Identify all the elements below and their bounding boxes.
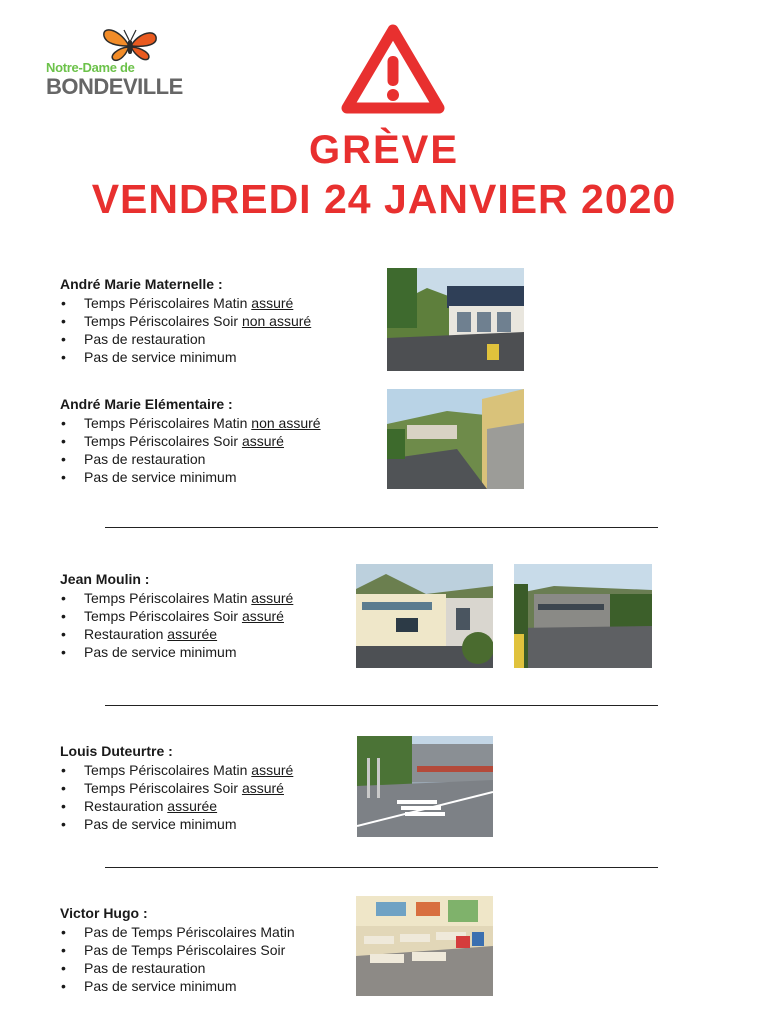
- list-item: • Pas de Temps Périscolaires Matin: [60, 923, 295, 941]
- list-item: • Temps Périscolaires Soir assuré: [60, 779, 293, 797]
- list-item: • Restauration assurée: [60, 625, 293, 643]
- divider: [105, 867, 658, 868]
- school-name: André Marie Maternelle :: [60, 276, 223, 292]
- divider: [105, 527, 658, 528]
- list-item: • Pas de service minimum: [60, 815, 293, 833]
- warning-icon: [341, 24, 445, 116]
- school-jean-moulin: [60, 570, 293, 661]
- list-item: • Pas de service minimum: [60, 348, 311, 366]
- list-item: • Pas de restauration: [60, 959, 295, 977]
- strike-title: GRÈVE: [308, 128, 460, 172]
- school-name: André Marie Elémentaire :: [60, 396, 233, 412]
- school-photo: [356, 564, 493, 668]
- school-name: Louis Duteurtre :: [60, 743, 173, 759]
- school-photo: [387, 389, 524, 489]
- list-item: • Temps Périscolaires Soir assuré: [60, 432, 321, 450]
- list-item: • Temps Périscolaires Matin non assuré: [60, 414, 321, 432]
- list-item: • Restauration assurée: [60, 797, 293, 815]
- school-photo: [514, 564, 652, 668]
- logo-line1: Notre-Dame de: [46, 60, 135, 75]
- logo: [44, 26, 183, 102]
- list-item: • Temps Périscolaires Soir non assuré: [60, 312, 311, 330]
- school-photo: [357, 736, 493, 837]
- list-item: • Pas de service minimum: [60, 643, 293, 661]
- butterfly-icon: [98, 26, 162, 62]
- school-andre-marie-elementaire: [60, 395, 321, 486]
- list-item: • Temps Périscolaires Matin assuré: [60, 589, 293, 607]
- school-name: Victor Hugo :: [60, 905, 148, 921]
- school-name: Jean Moulin :: [60, 571, 150, 587]
- school-louis-duteurtre: [60, 742, 293, 833]
- school-photo: [387, 268, 524, 371]
- list-item: • Temps Périscolaires Matin assuré: [60, 761, 293, 779]
- strike-date: VENDREDI 24 JANVIER 2020: [91, 176, 677, 222]
- list-item: • Pas de service minimum: [60, 977, 295, 995]
- school-victor-hugo: [60, 904, 295, 995]
- logo-line2: BONDEVILLE: [46, 74, 183, 99]
- divider: [105, 705, 658, 706]
- list-item: • Pas de restauration: [60, 450, 321, 468]
- list-item: • Pas de service minimum: [60, 468, 321, 486]
- school-photo: [356, 896, 493, 996]
- list-item: • Temps Périscolaires Matin assuré: [60, 294, 311, 312]
- list-item: • Pas de restauration: [60, 330, 311, 348]
- school-andre-marie-maternelle: [60, 275, 311, 366]
- list-item: • Pas de Temps Périscolaires Soir: [60, 941, 295, 959]
- list-item: • Temps Périscolaires Soir assuré: [60, 607, 293, 625]
